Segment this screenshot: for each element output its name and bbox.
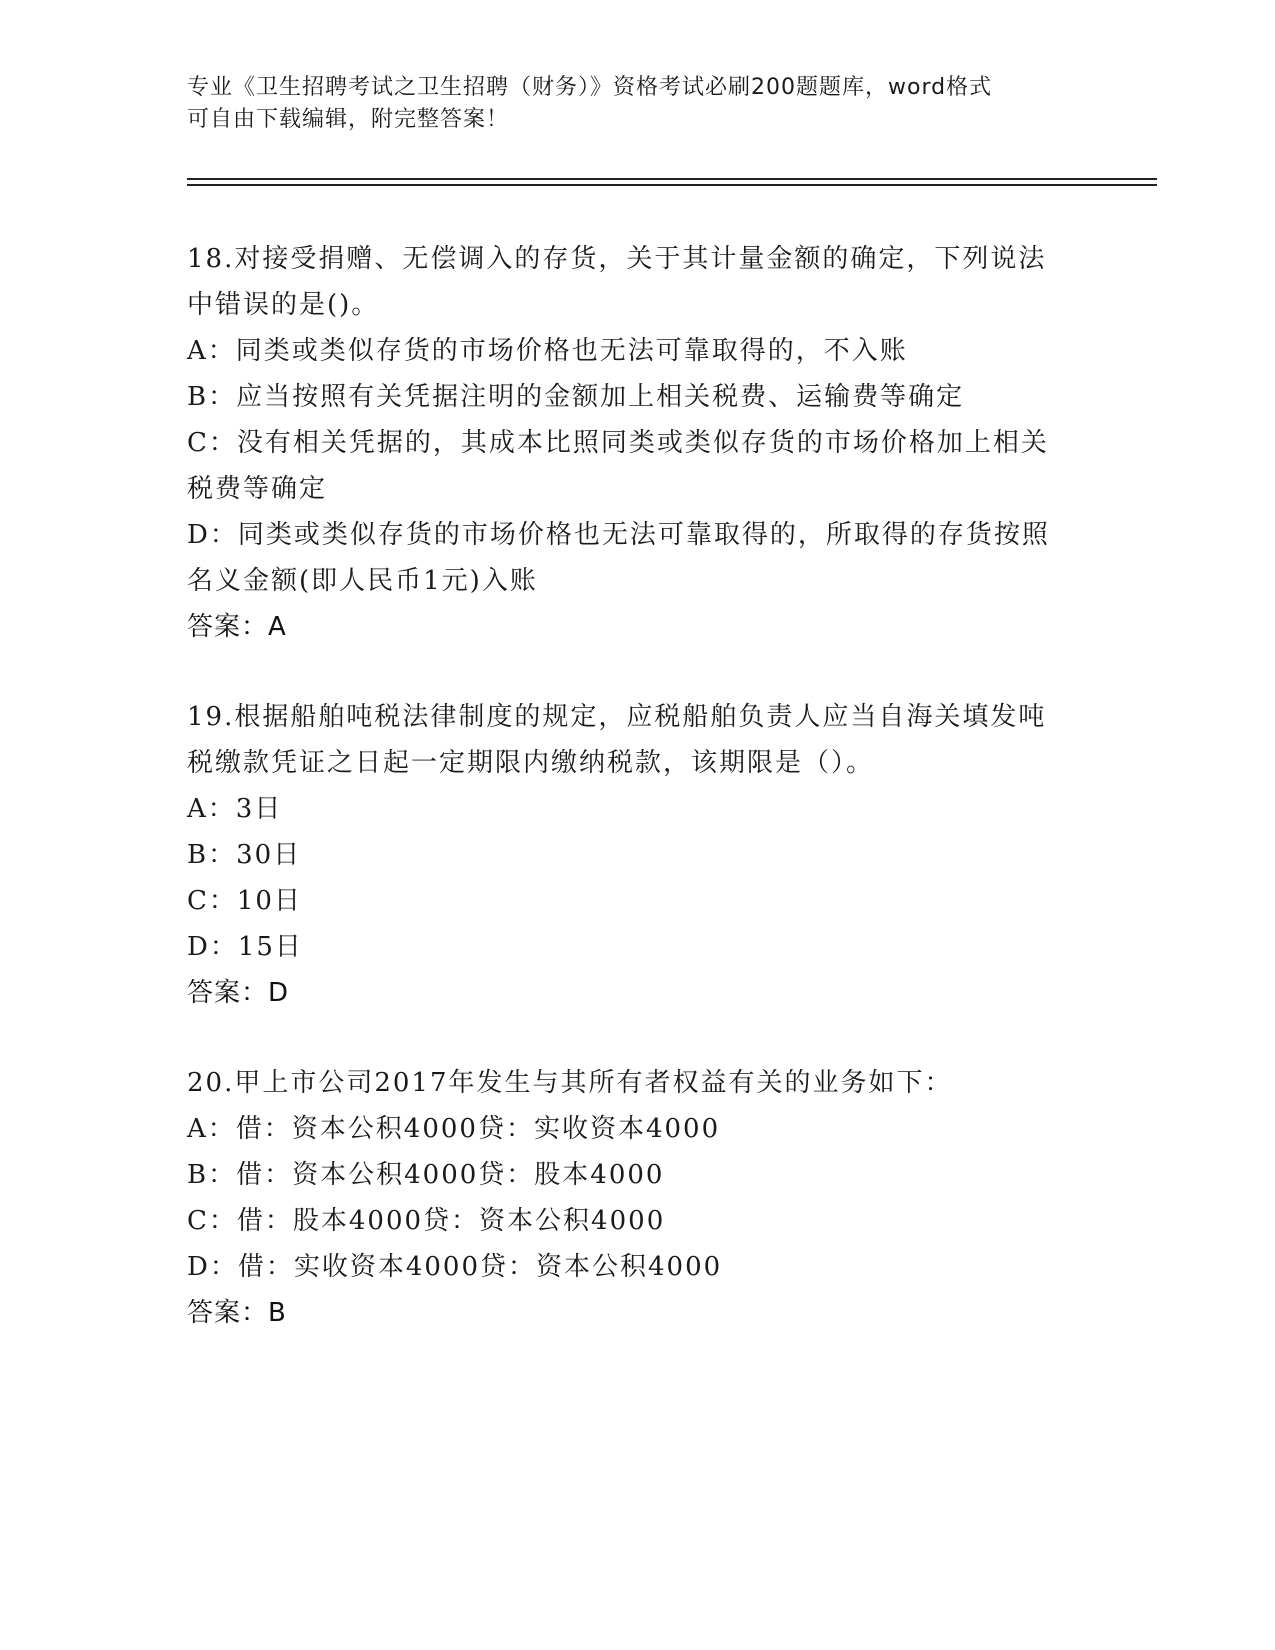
answer-label: 答案：A xyxy=(187,612,287,642)
option-c: C：借：股本4000贷：资本公积4000 xyxy=(187,1206,666,1236)
option-d: D：借：实收资本4000贷：资本公积4000 xyxy=(187,1252,723,1282)
option-a: A：借：资本公积4000贷：实收资本4000 xyxy=(187,1114,721,1144)
document-header xyxy=(187,72,1087,136)
option-b: B：借：资本公积4000贷：股本4000 xyxy=(187,1160,665,1190)
question-stem-line: 19.根据船舶吨税法律制度的规定，应税船舶负责人应当自海关填发吨 xyxy=(187,702,1047,732)
answer-label: 答案：D xyxy=(187,978,290,1008)
answer-label: 答案：B xyxy=(187,1298,287,1328)
option-d: D：同类或类似存货的市场价格也无法可靠取得的，所取得的存货按照 xyxy=(187,520,1050,550)
question-stem-line: 税缴款凭证之日起一定期限内缴纳税款，该期限是（）。 xyxy=(187,748,875,778)
question-stem-line: 18.对接受捐赠、无偿调入的存货，关于其计量金额的确定，下列说法 xyxy=(187,244,1047,274)
option-c-continued: 税费等确定 xyxy=(187,474,328,504)
header-line-1: 专业《卫生招聘考试之卫生招聘（财务）》资格考试必刷200题题库，word格式 xyxy=(187,75,993,100)
option-d: D：15日 xyxy=(187,932,303,962)
question-19 xyxy=(187,694,1087,1016)
option-c: C：没有相关凭据的，其成本比照同类或类似存货的市场价格加上相关 xyxy=(187,428,1049,458)
option-d-continued: 名义金额(即人民币1元)入账 xyxy=(187,566,538,596)
question-stem-line: 20.甲上市公司2017年发生与其所有者权益有关的业务如下： xyxy=(187,1068,953,1098)
header-divider-top xyxy=(187,178,1157,180)
option-c: C：10日 xyxy=(187,886,302,916)
header-divider-bottom xyxy=(187,184,1157,186)
header-line-2: 可自由下载编辑，附完整答案！ xyxy=(187,107,510,132)
option-a: A：3日 xyxy=(187,794,283,824)
question-stem-line: 中错误的是()。 xyxy=(187,290,380,320)
option-a: A：同类或类似存货的市场价格也无法可靠取得的，不入账 xyxy=(187,336,908,366)
option-b: B：30日 xyxy=(187,840,302,870)
question-18 xyxy=(187,236,1087,650)
question-20 xyxy=(187,1060,1087,1336)
option-b: B：应当按照有关凭据注明的金额加上相关税费、运输费等确定 xyxy=(187,382,965,412)
